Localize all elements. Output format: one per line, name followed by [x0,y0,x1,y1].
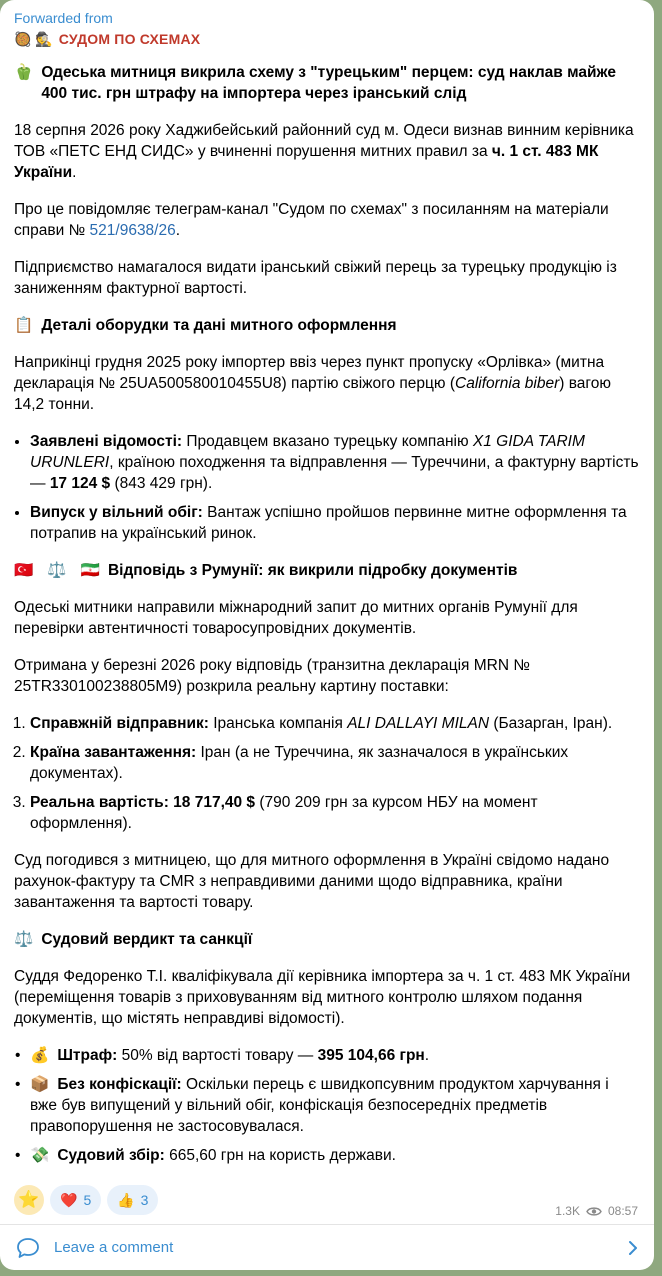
turkey-flag-icon: 🇹🇷 [14,562,34,579]
list-item: 2. Країна завантаження: Іран (а не Туреччина, як зазначалося в українських документах). [30,742,640,784]
post-title-text: Одеська митниця викрила схему з "турецьким" перцем: суд наклав майже 400 тис. грн штрафу на імпортера через іранський слід [41,64,616,102]
leave-comment-button[interactable] [0,1224,654,1270]
paragraph-5: Одеські митники направили міжнародний запит до митних органів Румунії для перевірки автентичності товаросупровідних документів. [14,599,578,637]
message-meta [555,1204,638,1218]
leave-comment-label: Leave a comment [54,1239,174,1256]
paragraph-4: Наприкінці грудня 2025 року імпортер ввіз через пункт пропуску «Орлівка» (митна декларація № 25UA500580010455U8) партію свіжого перцю (California biber) вагою 14,2 тонни. [14,354,611,413]
scales-icon: ⚖️ [47,562,67,579]
reaction-count: 3 [140,1192,149,1208]
post-title [14,62,640,104]
channel-emoji-icon: 🥘 🕵️ [14,30,53,47]
money-bag-icon: 💰 [30,1047,50,1064]
paragraph-8: Суддя Федоренко Т.І. кваліфікувала дії керівника імпортера за ч. 1 ст. 483 МК України (переміщення товарів з приховуванням від митного контролю шляхом подання документів, що містять неправдиві відомості). [14,968,631,1027]
forwarded-channel[interactable] [14,28,640,50]
star-icon: ⭐ [18,1190,40,1209]
reaction-thumbs-up-button[interactable] [107,1185,158,1215]
list-item: • 💰 Штраф: 50% від вартості товару — 395 104,66 грн. [30,1045,640,1066]
eye-icon [586,1206,602,1217]
channel-name[interactable]: СУДОМ ПО СХЕМАХ [58,31,201,47]
sanctions-list [14,1045,640,1166]
iran-flag-icon: 🇮🇷 [80,562,100,579]
list-item: 1. Справжній відправник: Іранська компанія ALI DALLAYI MILAN (Базарган, Іран). [30,713,640,734]
forwarded-label: Forwarded from [14,10,113,26]
clipboard-icon: 📋 [14,317,34,334]
comment-icon [16,1237,40,1259]
section-heading-romania: 🇹🇷 ⚖️ 🇮🇷 Відповідь з Румунії: як викрили підробку документів [14,562,518,579]
reaction-heart-button[interactable] [50,1185,101,1215]
heart-icon: ❤️ [60,1191,78,1208]
list-item: • 💸 Судовий збір: 665,60 грн на користь держави. [30,1145,640,1166]
section-heading-details: 📋 Деталі оборудки та дані митного оформлення [14,317,397,334]
paragraph-2: Про це повідомляє телеграм-канал "Судом по схемах" з посиланням на матеріали справи № 521/9638/26. [14,201,609,239]
paragraph-7: Суд погодився з митницею, що для митного оформлення в Україні свідомо надано рахунок-фактуру та CMR з неправдивими даними щодо відправника, країни завантаження та вартості товару. [14,852,610,911]
chevron-right-icon [628,1240,638,1256]
pepper-icon: 🫑 [14,64,34,81]
message-time: 08:57 [607,1204,638,1218]
paragraph-3: Підприємство намагалося видати іранський свіжий перець за турецьку продукцію із заниженням фактурної вартості. [14,259,617,297]
package-icon: 📦 [30,1076,50,1093]
paragraph-1: 18 серпня 2026 року Хаджибейський районний суд м. Одеси визнав винним керівника ТОВ «ПЕТС ЕНД СИДС» у вчиненні порушення митних правил за ч. 1 ст. 483 МК України. [14,122,634,181]
list-item: • Заявлені відомості: Продавцем вказано турецьку компанію X1 GIDA TARIM URUNLERI, країною походження та відправлення — Туреччини, а фактурну вартість — 17 124 $ (843 429 грн). [30,431,640,494]
reaction-count: 5 [83,1192,92,1208]
scales-icon: ⚖️ [14,931,34,948]
list-item: 3. Реальна вартість: 18 717,40 $ (790 209 грн за курсом НБУ на момент оформлення). [30,792,640,834]
details-list [14,431,640,544]
case-link[interactable]: 521/9638/26 [89,222,176,239]
flags-icon [14,560,100,581]
thumbs-up-icon: 👍 [117,1191,135,1208]
findings-list [14,713,640,834]
reaction-star-button[interactable] [14,1185,44,1215]
paragraph-6: Отримана у березні 2026 року відповідь (транзитна декларація MRN № 25TR330100238805M9) розкрила реальну картину поставки: [14,657,530,695]
view-count: 1.3K [555,1204,580,1218]
post-content [14,62,640,1166]
money-wings-icon: 💸 [30,1147,50,1164]
list-item: • 📦 Без конфіскації: Оскільки перець є швидкопсувним продуктом харчування і вже був випущений у вільний обіг, конфіскація безпосередніх предметів правопорушення не застосовувалася. [30,1074,640,1137]
reactions-bar [14,1185,158,1215]
section-heading-verdict: ⚖️ Судовий вердикт та санкції [14,931,253,948]
list-item: • Випуск у вільний обіг: Вантаж успішно пройшов первинне митне оформлення та потрапив на український ринок. [30,502,640,544]
